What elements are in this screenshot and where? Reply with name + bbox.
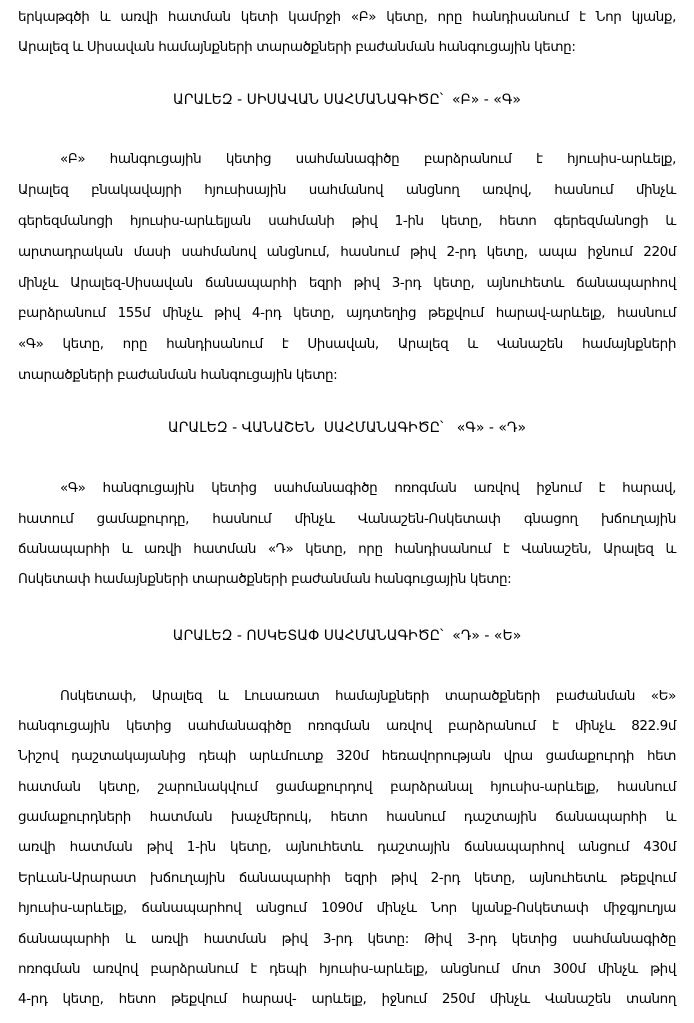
section-heading: ԱՐԱԼԵԶ - ՎԱՆԱՇԵՆ ՍԱՀՄԱՆԱԳԻԾԸ՝ «Գ» - «Դ»: [167, 420, 527, 436]
paragraph-line: Նիշով դաշտակայանից դեպի արևմուտք 320մ հեռավորության վրա ցամաքուրդի հետ: [18, 748, 676, 764]
paragraph-line: հյուսիս-արևելք, ճանապարհով անցում 1090մ մինչև Նոր կյանք-Ոսկետափ միջգյուղյա: [18, 900, 676, 916]
paragraph-line: 4-րդ կետը, հետո թեքվում հարավ- արևելք, իջնում 250մ մինչև Վանաշեն տանող: [18, 991, 676, 1007]
paragraph-line: մինչև Արալեզ-Սիսավան ճանապարհի եզրի թիվ 3-րդ կետը, այնուհետև ճանապարհով: [18, 275, 676, 291]
paragraph-line: «Գ» հանգուցային կետից սահմանագիծը ոռոգման առվով իջնում է հարավ,: [60, 480, 676, 496]
paragraph-line: Ոսկետափ համայնքների տարածքների բաժանման հանգուցային կետը:: [18, 571, 512, 587]
paragraph-line: արտադրական մասի սահմանով անցնում, հասնում թիվ 2-րդ կետը, ապա իջնում 220մ: [18, 244, 676, 260]
intro-line: երկաթգծի և առվի հատման կետի կամրջի «Բ» կետը, որը հանդիսանում է Նոր կյանք,: [18, 9, 676, 25]
paragraph-line: ճանապարհի և առվի հատման թիվ 3-րդ կետը: Թիվ 3-րդ կետից սահմանագիծը: [18, 931, 676, 947]
paragraph-line: «Գ» կետը, որը հանդիսանում է Սիսավան, Արալեզ և Վանաշեն համայնքների: [18, 336, 676, 352]
paragraph-line: Արալեզ բնակավայրի հյուսիսային սահմանով անցնող առվով, հասնում մինչև: [18, 182, 676, 198]
paragraph-line: հանգուցային կետից սահմանագիծը ոռոգման առվով բարձրանում է մինչև 822.9մ: [18, 718, 676, 734]
paragraph-line: «Բ» հանգուցային կետից սահմանագիծը բարձրանում է հյուսիս-արևելք,: [60, 151, 676, 167]
section-heading: ԱՐԱԼԵԶ - ՍԻՍԱՎԱՆ ՍԱՀՄԱՆԱԳԻԾԸ՝ «Բ» - «Գ»: [173, 92, 521, 108]
paragraph-line: բարձրանում 155մ մինչև թիվ 4-րդ կետը, այդտեղից թեքվում հարավ-արևելք, հասնում: [18, 305, 676, 321]
paragraph-line: հատման կետը, շարունակվում ցամաքուրդով բարձրանալ հյուսիս-արևելք, հասնում: [18, 779, 676, 795]
paragraph-line: առվի հատման թիվ 1-ին կետը, այնուհետև դաշտային ճանապարհով անցում 430մ: [18, 839, 676, 855]
paragraph-line: Երևան-Արարատ խճուղային ճանապարհի եզրի թիվ 2-րդ կետը, այնուհետև թեքվում: [18, 870, 676, 886]
section-heading: ԱՐԱԼԵԶ - ՈՍԿԵՏԱՓ ՍԱՀՄԱՆԱԳԻԾԸ՝ «Դ» - «Ե»: [172, 628, 522, 644]
intro-line: Արալեզ և Սիսավան համայնքների տարածքների բաժանման հանգուցային կետը:: [18, 39, 576, 55]
paragraph-line: հատում ցամաքուրդը, հասնում մինչև Վանաշեն-Ոսկետափ գնացող խճուղային: [18, 511, 676, 527]
paragraph-line: ճանապարհի և առվի հատման «Դ» կետը, որը հանդիսանում է Վանաշեն, Արալեզ և: [18, 541, 676, 557]
paragraph-line: տարածքների բաժանման հանգուցային կետը:: [18, 367, 338, 383]
paragraph-line: գերեզմանոցի հյուսիս-արևելյան սահմանի թիվ 1-ին կետը, հետո գերեզմանոցի և: [18, 213, 676, 229]
paragraph-line: ոռոգման առվով բարձրանում է դեպի հյուսիս-արևելք, անցնում մոտ 300մ մինչև թիվ: [18, 961, 676, 977]
paragraph-line: Ոսկետափ, Արալեզ և Լուսառատ համայնքների տարածքների բաժանման «Ե»: [60, 688, 676, 704]
paragraph-line: ցամաքուրդների հատման խաչմերուկ, հետո հասնում դաշտային ճանապարհի և: [18, 809, 676, 825]
